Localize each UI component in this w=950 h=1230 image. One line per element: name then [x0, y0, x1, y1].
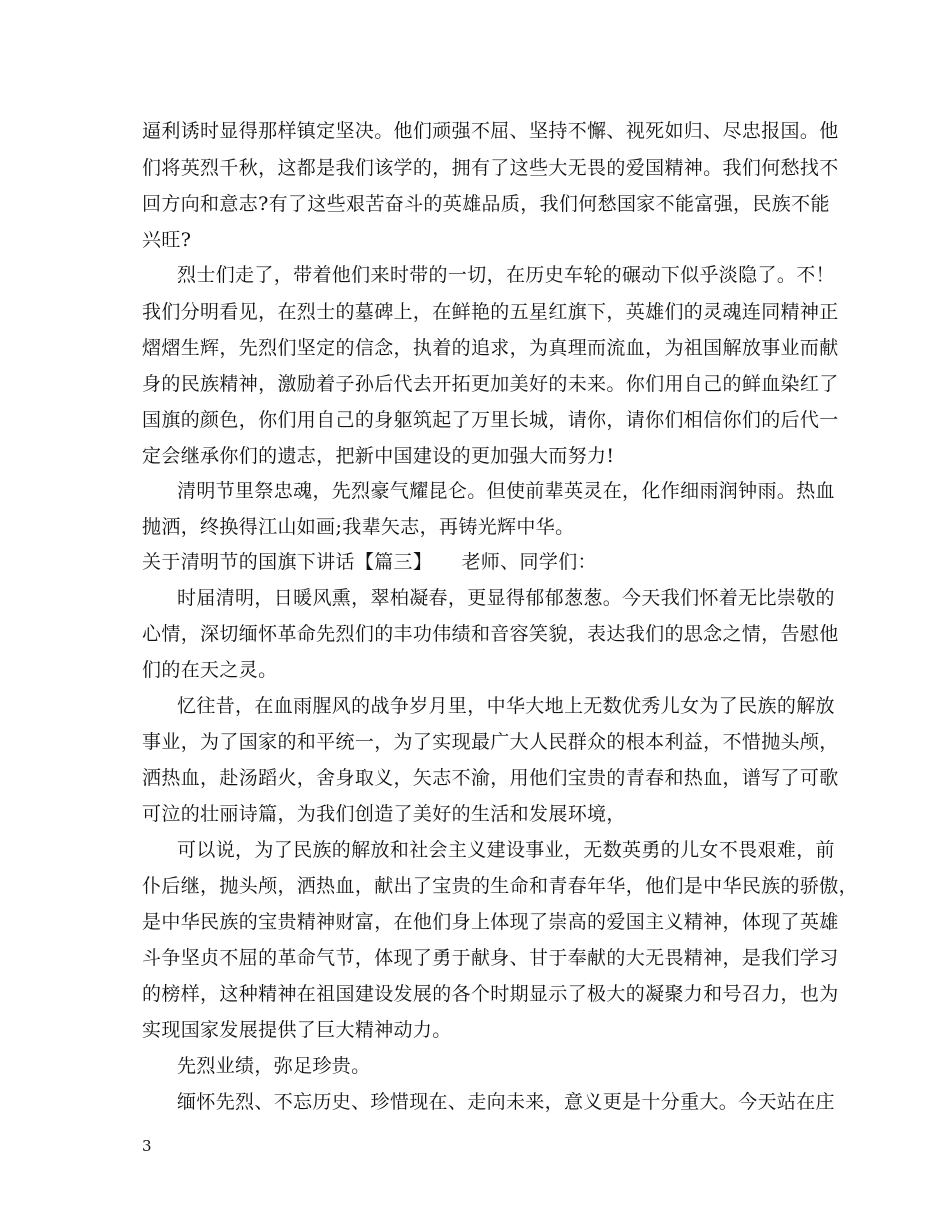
text-line: 洒热血，赴汤蹈火，舍身取义，矢志不渝，用他们宝贵的青春和热血，谱写了可歌 — [142, 767, 839, 789]
paragraph-first-line: 清明节里祭忠魂，先烈豪气耀昆仑。但使前辈英灵在，化作细雨润钟雨。热血 — [177, 480, 835, 502]
text-line: 身的民族精神，激励着子孙后代去开拓更加美好的未来。你们用自己的鲜血染红了 — [142, 373, 839, 395]
text-line: 定会继承你们的遗志，把新中国建设的更加强大而努力! — [142, 445, 615, 467]
text-line: 熠熠生辉，先烈们坚定的信念，执着的追求，为真理而流血，为祖国解放事业而献 — [142, 337, 839, 359]
text-line: 国旗的颜色，你们用自己的身躯筑起了万里长城，请你，请你们相信你们的后代一 — [142, 409, 839, 431]
text-line: 可泣的壮丽诗篇，为我们创造了美好的生活和发展环境， — [142, 803, 626, 825]
paragraph-first-line: 缅怀先烈、不忘历史、珍惜现在、走向未来，意义更是十分重大。今天站在庄 — [177, 1091, 835, 1113]
text-line: 是中华民族的宝贵精神财富，在他们身上体现了崇高的爱国主义精神，体现了英雄 — [142, 911, 839, 933]
text-line: 心情，深切缅怀革命先烈们的丰功伟绩和音容笑貌，表达我们的思念之情，告慰他 — [142, 623, 839, 645]
text-line: 事业，为了国家的和平统一，为了实现最广大人民群众的根本利益，不惜抛头颅， — [142, 731, 839, 753]
text-line: 兴旺? — [142, 229, 192, 251]
text-line: 仆后继，抛头颅，洒热血，献出了宝贵的生命和青春年华，他们是中华民族的骄傲， — [142, 875, 858, 897]
text-line: 逼利诱时显得那样镇定坚决。他们顽强不屈、坚持不懈、视死如归、尽忠报国。他 — [142, 120, 839, 142]
text-line: 们的在天之灵。 — [142, 659, 278, 681]
paragraph-first-line: 可以说，为了民族的解放和社会主义建设事业，无数英勇的儿女不畏艰难，前 — [177, 839, 835, 861]
section-heading: 关于清明节的国旗下讲话【篇三】 老师、同学们： — [142, 551, 597, 573]
paragraph-first-line: 忆往昔，在血雨腥风的战争岁月里，中华大地上无数优秀儿女为了民族的解放 — [177, 695, 835, 717]
text-line: 抛洒，终换得江山如画;我辈矢志，再铸光辉中华。 — [142, 516, 575, 538]
paragraph-first-line: 时届清明，日暖风熏，翠柏凝春，更显得郁郁葱葱。今天我们怀着无比崇敬的 — [177, 587, 835, 609]
text-line: 回方向和意志?有了这些艰苦奋斗的英雄品质，我们何愁国家不能富强，民族不能 — [142, 193, 830, 215]
text-line: 实现国家发展提供了巨大精神动力。 — [142, 1019, 452, 1041]
paragraph-first-line: 烈士们走了，带着他们来时带的一切，在历史车轮的碾动下似乎淡隐了。不！ — [177, 264, 835, 286]
text-line: 们将英烈千秋，这都是我们该学的，拥有了这些大无畏的爱国精神。我们何愁找不 — [142, 157, 839, 179]
text-line: 的榜样，这种精神在祖国建设发展的各个时期显示了极大的凝聚力和号召力，也为 — [142, 983, 839, 1005]
text-line: 斗争坚贞不屈的革命气节，体现了勇于献身、甘于奉献的大无畏精神，是我们学习 — [142, 947, 839, 969]
text-line: 我们分明看见，在烈士的墓碑上，在鲜艳的五星红旗下，英雄们的灵魂连同精神正 — [142, 301, 839, 323]
paragraph-first-line: 先烈业绩，弥足珍贵。 — [177, 1055, 371, 1077]
page-number: 3 — [142, 1137, 152, 1155]
